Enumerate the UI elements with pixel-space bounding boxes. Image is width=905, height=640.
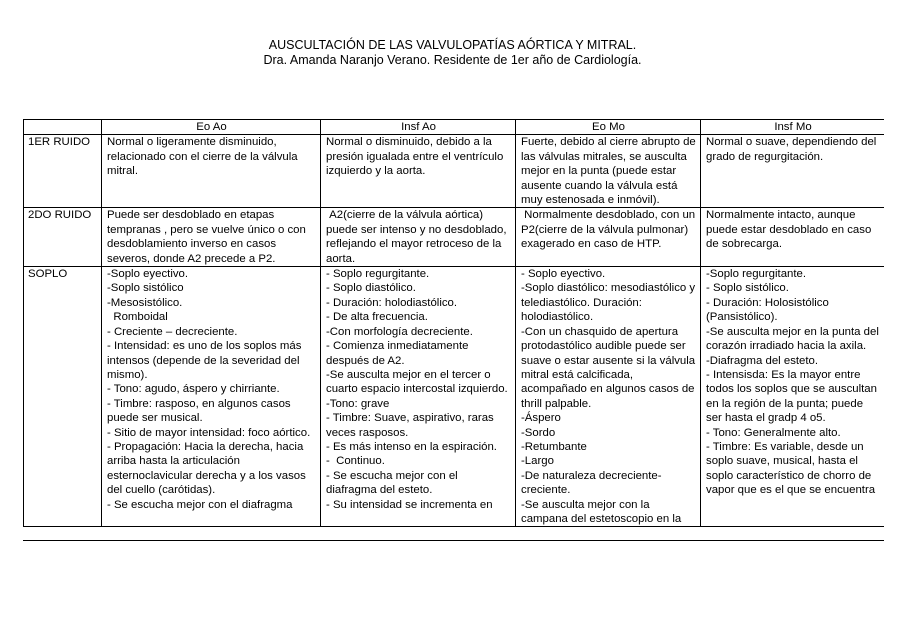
table-cell-eo-ao <box>102 267 321 527</box>
cell-text-line: Normal o suave, dependiendo del grado de regurgitación. <box>706 136 880 163</box>
cell-text-line: Romboidal <box>107 311 168 324</box>
cell-text-line: Normalmente intacto, aunque puede estar desdoblado en caso de sobrecarga. <box>706 209 875 251</box>
cell-text-line: -Soplo eyectivo. <box>107 268 189 281</box>
cell-text-line: -Se ausculta mejor en el tercer o cuarto espacio intercostal izquierdo. <box>326 368 508 396</box>
table-cell-insf-ao <box>321 208 516 267</box>
cell-text-line: -Mesosistólico. <box>107 296 183 309</box>
cell-text-line: - Su intensidad se incrementa en <box>326 498 493 511</box>
table-cell-insf-ao <box>321 135 516 208</box>
cell-text-line: Normal o ligeramente disminuido, relacionado con el cierre de la válvula mitral. <box>107 136 301 178</box>
table-cell-insf-mo <box>701 267 885 527</box>
cell-text-line: -De naturaleza decreciente-creciente. <box>521 469 662 497</box>
comparison-table-container <box>23 119 884 541</box>
table-cell-eo-ao <box>102 208 321 267</box>
cell-text-line: - Se escucha mejor con el diafragma <box>107 498 293 511</box>
table-cell-eo-mo <box>516 135 701 208</box>
cell-text-line: - Timbre: Es variable, desde un soplo suave, musical, hasta el soplo característico de chorro de vapor que es el que se encuentra <box>706 440 876 497</box>
cell-text-line: - Soplo sistólico. <box>706 282 789 295</box>
cell-text-line: - Se escucha mejor con el diafragma del esteto. <box>326 469 461 497</box>
row-label: 2DO RUIDO <box>24 208 102 267</box>
table-body <box>24 135 885 527</box>
table-row <box>24 135 885 208</box>
document-header <box>0 38 905 68</box>
cell-text-line: - Soplo eyectivo. <box>521 268 606 281</box>
cell-text-line: - Tono: agudo, áspero y chirriante. <box>107 383 280 396</box>
cell-text-line: - Duración: holodiastólico. <box>326 296 458 309</box>
cell-text-line: Normal o disminuido, debido a la presión igualada entre el ventrículo izquierdo y la aorta. <box>326 136 507 178</box>
cell-text-line: - Intensisda: Es la mayor entre todos los soplos que se auscultan en la región de la punta; puede ser hasta el gradp 4 o5. <box>706 368 881 425</box>
table-cell-insf-mo <box>701 208 885 267</box>
valvulopathy-comparison-table <box>23 119 884 527</box>
table-cell-insf-mo <box>701 135 885 208</box>
cell-text-line: - Duración: Holosistólico (Pansistólico). <box>706 296 832 324</box>
cell-text-line: - Timbre: rasposo, en algunos casos puede ser musical. <box>107 397 294 425</box>
row-label: 1ER RUIDO <box>24 135 102 208</box>
cell-text-line: -Se ausculta mejor en la punta del corazón irradiado hacia la axila. <box>706 325 883 353</box>
cell-text-line: - Soplo diastólico. <box>326 282 416 295</box>
cell-text-line: -Áspero <box>521 412 561 425</box>
cell-text-line: - Creciente – decreciente. <box>107 325 238 338</box>
cell-text-line: -Soplo regurgitante. <box>706 268 807 281</box>
cell-text-line: Normalmente desdoblado, con un P2(cierre de la válvula pulmonar) exagerado en caso de HTP. <box>521 209 699 251</box>
cell-text-line: - Soplo regurgitante. <box>326 268 430 281</box>
table-cell-eo-mo <box>516 208 701 267</box>
cell-text-line: -Soplo sistólico <box>107 282 184 295</box>
cell-text-line: -Sordo <box>521 426 556 439</box>
cell-text-line: -Retumbante <box>521 440 587 453</box>
table-row <box>24 208 885 267</box>
cell-text-line: A2(cierre de la válvula aórtica) puede ser intenso y no desdoblado, reflejando el mayor retroceso de la aorta. <box>326 209 510 265</box>
cell-text-line: -Largo <box>521 455 554 468</box>
header-cell-insf-mo: Insf Mo <box>701 120 885 135</box>
cell-text-line: -Diafragma del esteto. <box>706 354 819 367</box>
table-cell-eo-ao <box>102 135 321 208</box>
cell-text-line: -Con morfología decreciente. <box>326 325 473 338</box>
cell-text-line: - Es más intenso en la espiración. <box>326 440 497 453</box>
cell-text-line: - Propagación: Hacia la derecha, hacia arriba hasta la articulación esternoclavicular derecha y a los vasos del cuello (carótidas). <box>107 440 309 497</box>
header-cell-insf-ao: Insf Ao <box>321 120 516 135</box>
row-label: SOPLO <box>24 267 102 527</box>
cell-text-line: - Tono: Generalmente alto. <box>706 426 841 439</box>
cell-text-line: - Continuo. <box>326 455 385 468</box>
cell-text-line: Puede ser desdoblado en etapas tempranas , pero se vuelve único o con desdoblamiento inverso en casos severos, donde A2 precede a P2. <box>107 209 309 265</box>
cell-text-line: -Con un chasquido de apertura protodastólico audible puede ser suave o estar ausente si la válvula mitral está calcificada, acompañado en algunos casos de thrill palpable. <box>521 325 699 410</box>
header-cell-eo-mo: Eo Mo <box>516 120 701 135</box>
table-cell-eo-mo <box>516 267 701 527</box>
header-cell-empty <box>24 120 102 135</box>
document-subtitle: Dra. Amanda Naranjo Verano. Residente de 1er año de Cardiología. <box>263 53 642 67</box>
cell-text-line: - Timbre: Suave, aspirativo, raras veces rasposos. <box>326 412 497 439</box>
table-row <box>24 267 885 527</box>
cell-text-line: - Sitio de mayor intensidad: foco aórtico. <box>107 426 311 439</box>
table-cell-insf-ao <box>321 267 516 527</box>
table-header-row <box>24 120 885 135</box>
cell-text-line: - Intensidad: es uno de los soplos más intensos (depende de la severidad del mismo). <box>107 340 305 381</box>
cell-text-line: - Comienza inmediatamente después de A2. <box>326 340 472 367</box>
cell-text-line: - De alta frecuencia. <box>326 311 428 324</box>
cell-text-line: -Se ausculta mejor con la campana del estetoscopio en la <box>521 498 682 525</box>
header-cell-eo-ao: Eo Ao <box>102 120 321 135</box>
cell-text-line: Fuerte, debido al cierre abrupto de las válvulas mitrales, se ausculta mejor en la punta (puede estar ausente cuando la válvula está muy estenosada e inmóvil). <box>521 136 699 207</box>
cell-text-line: -Soplo diastólico: mesodiastólico y telediastólico. Duración: holodiastólico. <box>521 282 699 324</box>
document-title: AUSCULTACIÓN DE LAS VALVULOPATÍAS AÓRTICA Y MITRAL. <box>268 38 637 52</box>
cell-text-line: -Tono: grave <box>326 397 390 410</box>
